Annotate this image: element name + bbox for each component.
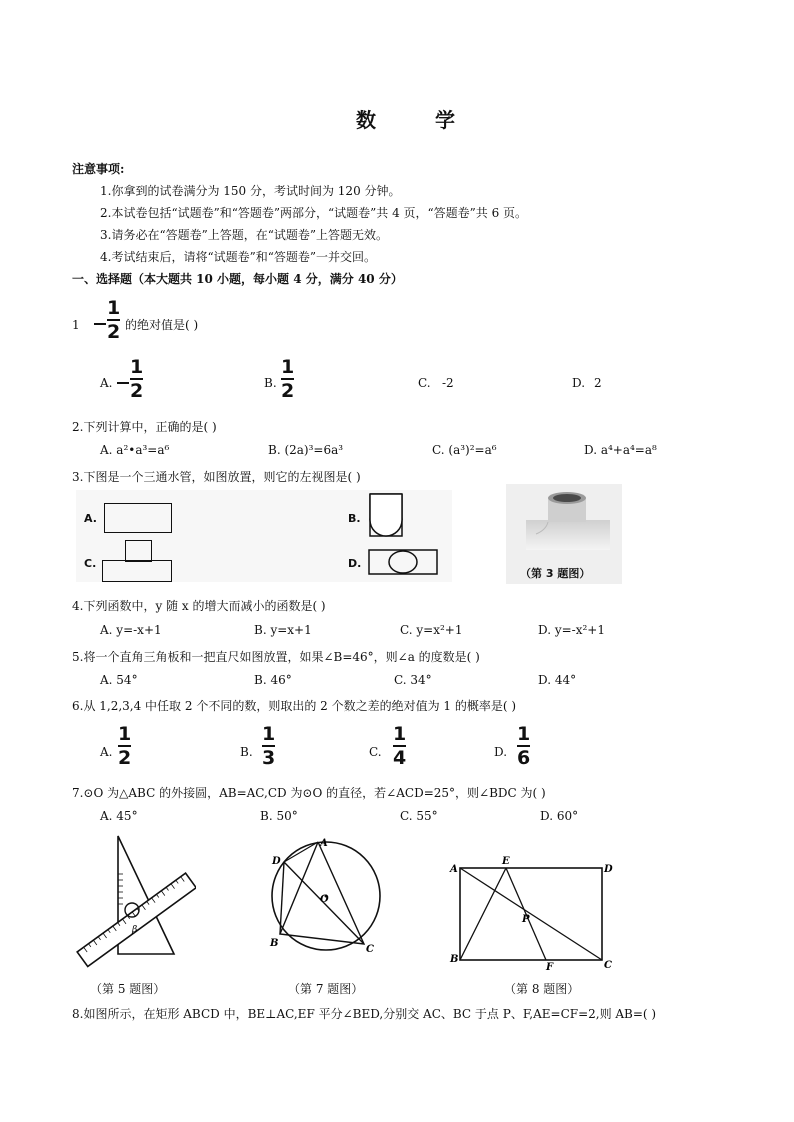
option-text: D. y=-x²+1 bbox=[538, 623, 605, 637]
fraction-denominator: 4 bbox=[393, 747, 407, 769]
figure-caption: （第 7 题图） bbox=[288, 982, 364, 996]
figure-option-label: B. bbox=[348, 512, 361, 525]
figure-caption: （第 3 题图） bbox=[520, 567, 591, 580]
question-number: 1 bbox=[72, 318, 80, 332]
figure-option-label: A. bbox=[84, 512, 97, 525]
fraction-denominator: 2 bbox=[118, 747, 132, 769]
option-c-bottom-rectangle bbox=[102, 560, 172, 582]
notice-item: 2.本试卷包括“试题卷”和“答题卷”两部分，“试题卷”共 4 页，“答题卷”共 6 页。 bbox=[100, 206, 528, 220]
minus-sign bbox=[94, 323, 106, 325]
option-text: B. 46° bbox=[254, 673, 292, 687]
option-label: B. bbox=[264, 376, 277, 390]
figure-option-label: C. bbox=[84, 557, 97, 570]
point-b-label: B bbox=[270, 938, 279, 949]
question-text: 6.从 1,2,3,4 中任取 2 个不同的数，则取出的 2 个数之差的绝对值为 1 的概率是( ) bbox=[72, 699, 517, 713]
option-label: D. bbox=[572, 376, 586, 390]
option-label: C. bbox=[369, 745, 382, 759]
question-text: 2.下列计算中，正确的是( ) bbox=[72, 420, 217, 434]
point-a-label: A bbox=[450, 864, 458, 875]
fraction bbox=[262, 724, 275, 768]
option-text: A. y=-x+1 bbox=[100, 623, 162, 637]
option-text: C. 55° bbox=[400, 809, 438, 823]
option-label: B. bbox=[240, 745, 253, 759]
point-d-label: D bbox=[272, 856, 281, 867]
option-label: A. bbox=[100, 745, 113, 759]
option-label: A. bbox=[100, 376, 113, 390]
fraction bbox=[281, 357, 294, 401]
point-f-label: F bbox=[546, 962, 554, 972]
figure-7-circle bbox=[262, 834, 392, 964]
fraction-numerator: 1 bbox=[118, 723, 132, 745]
option-label: D. bbox=[494, 745, 508, 759]
fraction-numerator: 1 bbox=[130, 356, 144, 378]
point-a-label: A bbox=[320, 838, 328, 849]
figure-caption: （第 8 题图） bbox=[504, 982, 580, 996]
question-text: 3.下图是一个三通水管，如图放置，则它的左视图是( ) bbox=[72, 470, 361, 484]
option-text: C. (a³)²=a⁶ bbox=[432, 443, 497, 457]
question-text: 8.如图所示，在矩形 ABCD 中，BE⊥AC,EF 平分∠BED,分别交 AC、BC 于点 P、F,AE=CF=2,则 AB=( ) bbox=[72, 1007, 657, 1021]
option-b-figure bbox=[364, 490, 408, 538]
option-text: B. 50° bbox=[260, 809, 298, 823]
figure-caption: （第 5 题图） bbox=[90, 982, 166, 996]
notice-heading: 注意事项: bbox=[72, 162, 125, 176]
fraction bbox=[130, 357, 143, 401]
minus-sign bbox=[117, 382, 129, 384]
option-a-rectangle bbox=[104, 503, 172, 533]
fraction bbox=[517, 724, 530, 768]
option-d-figure bbox=[368, 548, 440, 578]
fraction-denominator: 2 bbox=[281, 380, 295, 402]
option-text: B. y=x+1 bbox=[254, 623, 312, 637]
angle-beta-label: β bbox=[132, 925, 138, 935]
fraction-denominator: 2 bbox=[107, 321, 121, 343]
fraction bbox=[393, 724, 406, 768]
fraction bbox=[107, 298, 120, 342]
option-label: C. bbox=[418, 376, 431, 390]
figure-option-label: D. bbox=[348, 557, 362, 570]
option-text: A. a²•a³=a⁶ bbox=[100, 443, 170, 457]
notice-item: 3.请务必在“答题卷”上答题，在“试题卷”上答题无效。 bbox=[100, 228, 388, 242]
point-o-label: O bbox=[320, 894, 329, 905]
option-text: 2 bbox=[594, 376, 602, 390]
point-p-label: P bbox=[522, 914, 530, 925]
fraction-numerator: 1 bbox=[107, 297, 121, 319]
option-c-top-rectangle bbox=[125, 540, 152, 562]
figure-8-rectangle bbox=[446, 852, 622, 972]
section-heading: 一、选择题（本大题共 10 小题，每小题 4 分，满分 40 分） bbox=[72, 272, 403, 286]
option-text: C. 34° bbox=[394, 673, 432, 687]
fraction-denominator: 6 bbox=[517, 747, 531, 769]
notice-item: 4.考试结束后，请将“试题卷”和“答题卷”一并交回。 bbox=[100, 250, 376, 264]
fraction-numerator: 1 bbox=[281, 356, 295, 378]
point-d-label: D bbox=[604, 864, 613, 875]
fraction-denominator: 2 bbox=[130, 380, 144, 402]
fraction-numerator: 1 bbox=[517, 723, 531, 745]
question-text: 7.⊙O 为△ABC 的外接圆，AB=AC,CD 为⊙O 的直径，若∠ACD=25°，则∠BDC 为( ) bbox=[72, 786, 546, 800]
point-e-label: E bbox=[502, 856, 510, 867]
option-text: C. y=x²+1 bbox=[400, 623, 463, 637]
point-b-label: B bbox=[450, 954, 459, 965]
option-text: D. a⁴+a⁴=a⁸ bbox=[584, 443, 657, 457]
notice-item: 1.你拿到的试卷满分为 150 分，考试时间为 120 分钟。 bbox=[100, 184, 401, 198]
option-text: D. 44° bbox=[538, 673, 577, 687]
question-text: 的绝对值是( ) bbox=[125, 318, 199, 332]
question-text: 4.下列函数中，y 随 x 的增大而减小的函数是( ) bbox=[72, 599, 326, 613]
page-title: 数 学 bbox=[356, 108, 481, 132]
option-text: A. 54° bbox=[100, 673, 138, 687]
figure-5-triangle-ruler bbox=[76, 834, 196, 974]
fraction bbox=[118, 724, 131, 768]
point-c-label: C bbox=[366, 944, 374, 955]
option-text: -2 bbox=[442, 376, 454, 390]
option-text: A. 45° bbox=[100, 809, 138, 823]
fraction-numerator: 1 bbox=[262, 723, 276, 745]
question-text: 5.将一个直角三角板和一把直尺如图放置，如果∠B=46°，则∠a 的度数是( ) bbox=[72, 650, 480, 664]
option-text: B. (2a)³=6a³ bbox=[268, 443, 344, 457]
fraction-numerator: 1 bbox=[393, 723, 407, 745]
option-text: D. 60° bbox=[540, 809, 579, 823]
point-c-label: C bbox=[604, 960, 612, 971]
fraction-denominator: 3 bbox=[262, 747, 276, 769]
